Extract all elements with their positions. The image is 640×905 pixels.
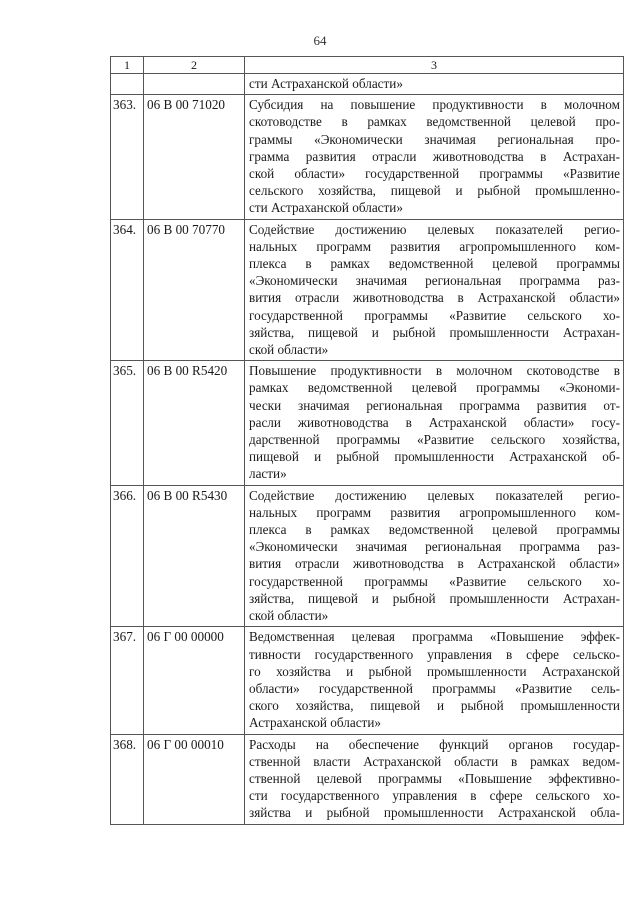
codes-table xyxy=(110,56,624,825)
table-row xyxy=(111,485,624,627)
description-line: дарственной программы «Развитие сельского хозяйства, xyxy=(249,432,620,448)
table-row xyxy=(111,361,624,485)
description-line: Субсидия на повышение продуктивности в молочном xyxy=(249,97,620,113)
description-line: Повышение продуктивности в молочном скотоводстве в xyxy=(249,363,620,379)
description-line: области» государственной программы «Развитие сель- xyxy=(249,680,620,696)
description-line: расли животноводства в Астраханской области» госу- xyxy=(249,414,620,430)
cell-code: 06 В 00 R5420 xyxy=(144,361,245,485)
cell-num: 365. xyxy=(111,361,144,485)
cell-code: 06 В 00 70770 xyxy=(144,219,245,361)
description-line: граммы «Экономически значимая региональная про- xyxy=(249,131,620,147)
description-line: «Экономически значимая региональная программа раз- xyxy=(249,273,620,289)
description-line: сти Астраханской области» xyxy=(249,76,403,91)
description-line: ской области» государственной программы «Развитие xyxy=(249,166,620,182)
description-line: плекса в рамках ведомственной целевой программы xyxy=(249,256,620,272)
header-col-1: 1 xyxy=(111,57,144,74)
description-line: сти государственного управления в сфере сельского хо- xyxy=(249,788,620,804)
cell-num: 366. xyxy=(111,485,144,627)
description-line: Содействие достижению целевых показателей регио- xyxy=(249,221,620,237)
cell-code: 06 В 00 R5430 xyxy=(144,485,245,627)
table-row xyxy=(111,95,624,219)
cell-num: 364. xyxy=(111,219,144,361)
description-line: сти Астраханской области» xyxy=(249,200,403,216)
table-header-row xyxy=(111,57,624,74)
cell-code xyxy=(144,74,245,95)
cell-code: 06 В 00 71020 xyxy=(144,95,245,219)
description-line: рамках ведомственной целевой программы «Экономи- xyxy=(249,380,620,396)
description-line: сельского хозяйства, пищевой и рыбной промышленно- xyxy=(249,183,620,199)
description-line: скотоводстве в рамках ведомственной целевой про- xyxy=(249,114,620,130)
page-number: 64 xyxy=(313,33,327,48)
description-line: государственной программы «Развитие сельского хо- xyxy=(249,307,620,323)
description-line: зяйства и рыбной промышленности Астраханской обла- xyxy=(249,805,620,821)
cell-code: 06 Г 00 00010 xyxy=(144,734,245,824)
cell-description xyxy=(245,219,624,361)
description-line: го хозяйства и рыбной промышленности Астраханской xyxy=(249,663,620,679)
description-line: государственной программы «Развитие сельского хо- xyxy=(249,573,620,589)
description-line: чески значимая региональная программа развития от- xyxy=(249,397,620,413)
cell-description xyxy=(245,485,624,627)
description-line: ской области» xyxy=(249,342,329,358)
cell-num: 367. xyxy=(111,627,144,734)
description-line: зяйства, пищевой и рыбной промышленности Астрахан- xyxy=(249,590,620,606)
cell-description xyxy=(245,74,624,95)
description-line: Астраханской области» xyxy=(249,715,381,731)
description-line: зяйства, пищевой и рыбной промышленности Астрахан- xyxy=(249,324,620,340)
description-line: ственной целевой программы «Повышение эффективно- xyxy=(249,770,620,786)
description-line: нальных программ развития агропромышленного ком- xyxy=(249,504,620,520)
description-line: ственной власти Астраханской области в рамках ведом- xyxy=(249,753,620,769)
description-line: грамма развития отрасли животноводства в Астрахан- xyxy=(249,148,620,164)
cell-description xyxy=(245,95,624,219)
cell-description xyxy=(245,361,624,485)
cell-code: 06 Г 00 00000 xyxy=(144,627,245,734)
description-line: ского хозяйства, пищевой и рыбной промышленности xyxy=(249,698,620,714)
table-row xyxy=(111,219,624,361)
table-row xyxy=(111,734,624,824)
header-col-3: 3 xyxy=(245,57,624,74)
description-line: пищевой и рыбной промышленности Астраханской об- xyxy=(249,449,620,465)
description-line: нальных программ развития агропромышленного ком- xyxy=(249,238,620,254)
description-line: «Экономически значимая региональная программа раз- xyxy=(249,539,620,555)
description-line: Ведомственная целевая программа «Повышение эффек- xyxy=(249,629,620,645)
cell-num: 368. xyxy=(111,734,144,824)
table-row xyxy=(111,627,624,734)
description-line: тивности государственного управления в сфере сельско- xyxy=(249,646,620,662)
header-col-2: 2 xyxy=(144,57,245,74)
description-line: Расходы на обеспечение функций органов государ- xyxy=(249,736,620,752)
description-line: плекса в рамках ведомственной целевой программы xyxy=(249,522,620,538)
table-row-continuation xyxy=(111,74,624,95)
description-line: ласти» xyxy=(249,466,287,482)
cell-num xyxy=(111,74,144,95)
description-line: Содействие достижению целевых показателей регио- xyxy=(249,487,620,503)
cell-description xyxy=(245,734,624,824)
cell-num: 363. xyxy=(111,95,144,219)
cell-description xyxy=(245,627,624,734)
description-line: вития отрасли животноводства в Астраханской области» xyxy=(249,290,620,306)
description-line: вития отрасли животноводства в Астраханской области» xyxy=(249,556,620,572)
description-line: ской области» xyxy=(249,608,329,624)
